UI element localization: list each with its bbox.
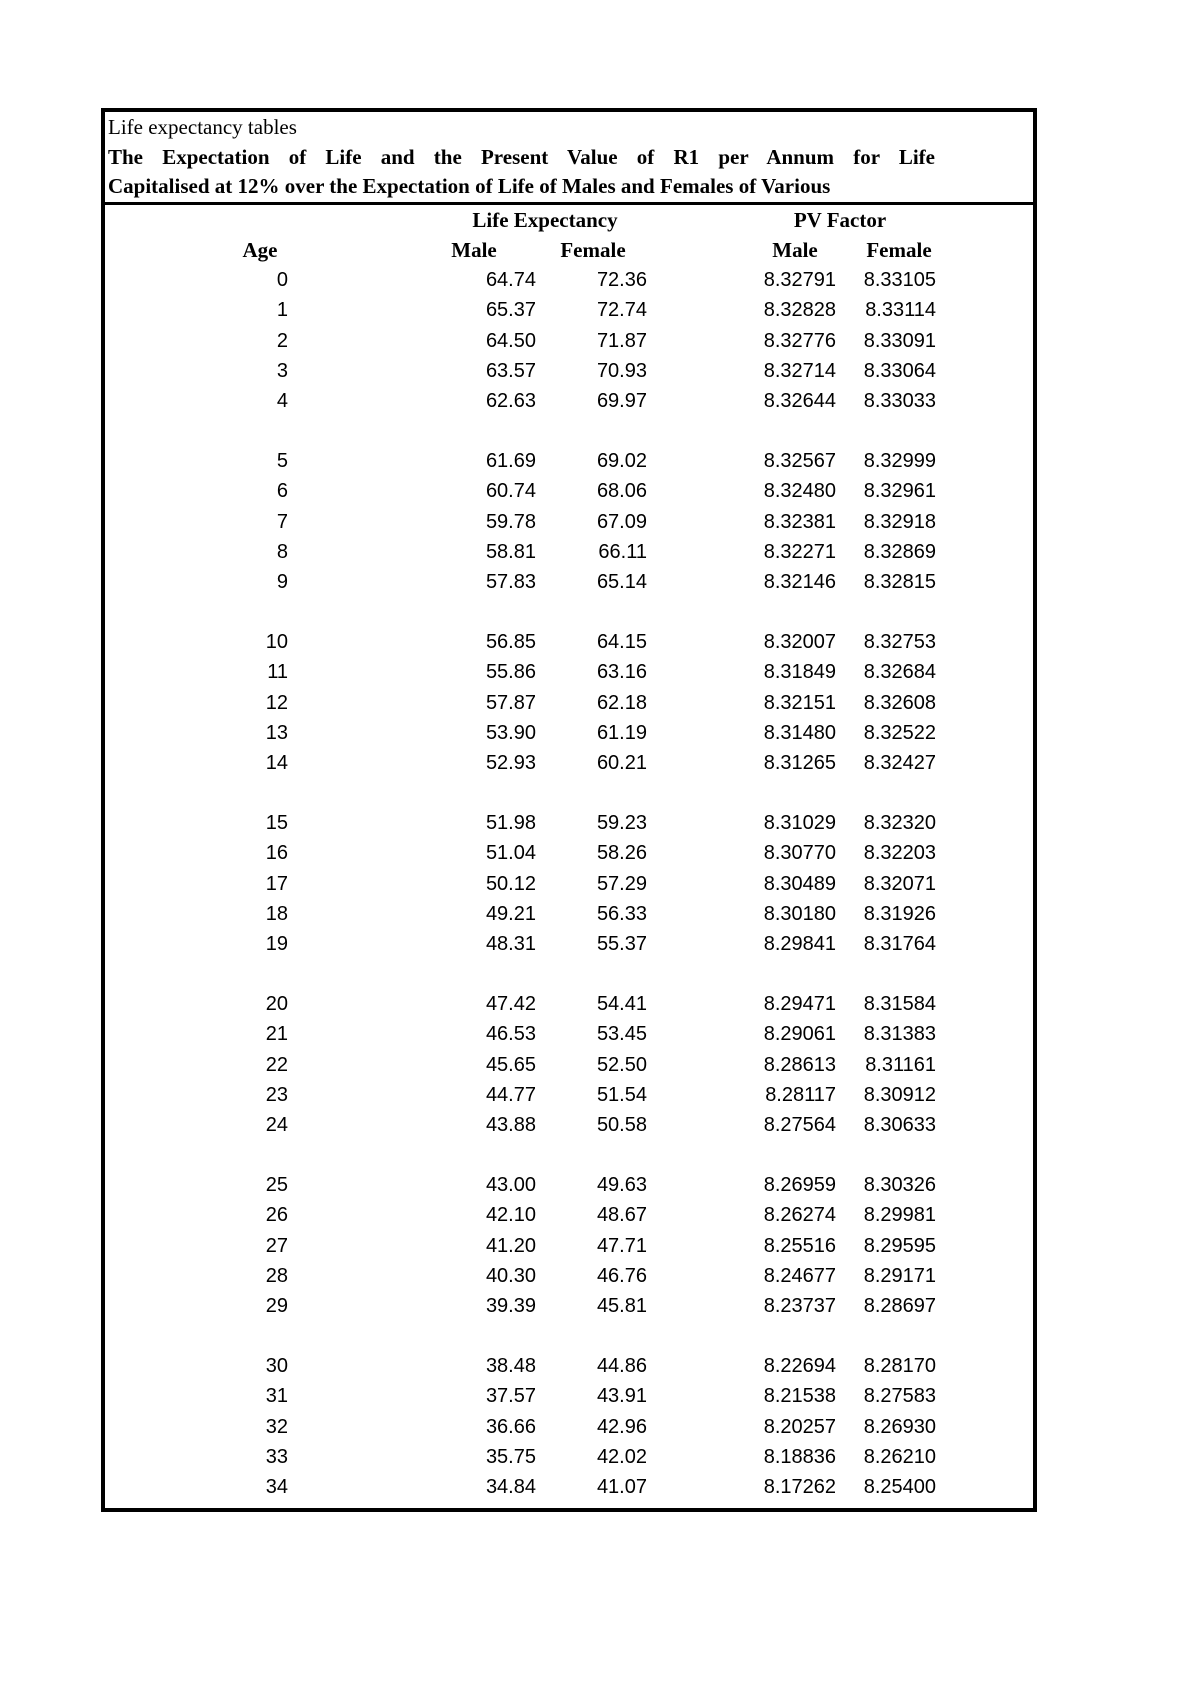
table-row	[105, 265, 1033, 295]
life-male-cell: 51.04	[485, 842, 536, 865]
life-male-cell: 40.30	[485, 1264, 536, 1287]
pv-female-cell: 8.33091	[863, 329, 936, 352]
table-row	[105, 899, 1033, 929]
table-row	[105, 1200, 1033, 1230]
pv-female-cell: 8.26210	[863, 1445, 936, 1468]
table-row	[105, 476, 1033, 506]
pv-male-cell: 8.32007	[763, 631, 836, 654]
life-male-cell: 56.85	[485, 631, 536, 654]
pv-male-cell: 8.29061	[763, 1023, 836, 1046]
pv-male-cell: 8.30180	[763, 902, 836, 925]
table-row	[105, 748, 1033, 778]
life-male-cell: 57.87	[485, 691, 536, 714]
table-row	[105, 627, 1033, 657]
pv-female-cell: 8.32999	[863, 450, 936, 473]
pv-female-column-header: Female	[866, 237, 932, 262]
life-female-cell: 63.16	[596, 661, 647, 684]
life-female-cell: 72.36	[596, 269, 647, 292]
life-female-cell: 52.50	[596, 1053, 647, 1076]
pv-female-cell: 8.32522	[863, 721, 936, 744]
life-male-cell: 45.65	[485, 1053, 536, 1076]
pv-female-cell: 8.32869	[863, 540, 936, 563]
age-cell: 29	[265, 1295, 288, 1318]
pv-male-cell: 8.32644	[763, 390, 836, 413]
age-cell: 27	[265, 1234, 288, 1257]
table-row	[105, 1412, 1033, 1442]
pv-male-cell: 8.28613	[763, 1053, 836, 1076]
age-cell: 1	[276, 299, 288, 322]
life-male-cell: 42.10	[485, 1204, 536, 1227]
age-cell: 2	[276, 329, 288, 352]
life-male-cell: 49.21	[485, 902, 536, 925]
life-female-cell: 53.45	[596, 1023, 647, 1046]
life-male-column-header: Male	[451, 237, 497, 262]
pv-male-cell: 8.31265	[763, 752, 836, 775]
life-male-cell: 43.00	[485, 1174, 536, 1197]
table-row	[105, 929, 1033, 959]
pv-female-cell: 8.32684	[863, 661, 936, 684]
pv-male-cell: 8.26274	[763, 1204, 836, 1227]
pv-male-cell: 8.31480	[763, 721, 836, 744]
age-cell: 21	[265, 1023, 288, 1046]
pv-female-cell: 8.32961	[863, 480, 936, 503]
pv-female-cell: 8.32320	[863, 812, 936, 835]
life-female-cell: 54.41	[596, 993, 647, 1016]
pv-female-cell: 8.30912	[863, 1083, 936, 1106]
pv-female-cell: 8.32753	[863, 631, 936, 654]
life-male-cell: 52.93	[485, 752, 536, 775]
life-male-cell: 50.12	[485, 872, 536, 895]
life-expectancy-table	[101, 108, 1037, 1512]
pv-male-cell: 8.29841	[763, 933, 836, 956]
age-cell: 30	[265, 1355, 288, 1377]
life-female-cell: 48.67	[596, 1204, 647, 1227]
life-male-cell: 39.39	[485, 1295, 536, 1318]
pv-male-cell: 8.32146	[763, 571, 836, 594]
table-row	[105, 295, 1033, 325]
pv-female-cell: 8.33033	[863, 390, 936, 413]
life-female-cell: 60.21	[596, 752, 647, 775]
table-row	[105, 507, 1033, 537]
pv-male-cell: 8.31029	[763, 812, 836, 835]
life-male-cell: 35.75	[485, 1445, 536, 1468]
table-row	[105, 989, 1033, 1019]
life-female-cell: 69.97	[596, 390, 647, 413]
pv-female-cell: 8.29981	[863, 1204, 936, 1227]
pv-male-cell: 8.30489	[763, 872, 836, 895]
age-cell: 32	[265, 1415, 288, 1438]
life-male-cell: 34.84	[485, 1476, 536, 1499]
age-cell: 17	[265, 872, 288, 895]
row-spacer	[105, 960, 1033, 990]
pv-female-cell: 8.32071	[863, 872, 936, 895]
pv-male-cell: 8.32791	[763, 269, 836, 292]
row-spacer	[105, 779, 1033, 809]
life-female-cell: 56.33	[596, 902, 647, 925]
life-male-cell: 41.20	[485, 1234, 536, 1257]
life-male-cell: 61.69	[485, 450, 536, 473]
pv-female-cell: 8.32815	[863, 571, 936, 594]
life-female-cell: 62.18	[596, 691, 647, 714]
table-row	[105, 869, 1033, 899]
life-female-cell: 46.76	[596, 1264, 647, 1287]
table-row	[105, 1442, 1033, 1472]
table-subtitle-line-1: The Expectation of Life and the Present Value of R1 per Annum for Life	[108, 144, 935, 169]
table-row	[105, 1261, 1033, 1291]
pv-male-cell: 8.22694	[763, 1355, 836, 1377]
table-row	[105, 688, 1033, 718]
table-title: Life expectancy tables	[108, 115, 297, 139]
table-row	[105, 446, 1033, 476]
age-cell: 8	[276, 540, 288, 563]
life-female-cell: 58.26	[596, 842, 647, 865]
life-male-cell: 53.90	[485, 721, 536, 744]
life-female-cell: 42.96	[596, 1415, 647, 1438]
life-female-cell: 43.91	[596, 1385, 647, 1408]
life-female-cell: 49.63	[596, 1174, 647, 1197]
row-spacer	[105, 1141, 1033, 1171]
life-female-cell: 45.81	[596, 1295, 647, 1318]
pv-female-cell: 8.33064	[863, 359, 936, 382]
pv-female-cell: 8.31764	[863, 933, 936, 956]
age-cell: 12	[265, 691, 288, 714]
age-cell: 16	[265, 842, 288, 865]
pv-male-cell: 8.17262	[763, 1476, 836, 1499]
pv-male-cell: 8.18836	[763, 1445, 836, 1468]
life-male-cell: 62.63	[485, 390, 536, 413]
life-female-cell: 69.02	[596, 450, 647, 473]
age-cell: 15	[265, 812, 288, 835]
age-cell: 26	[265, 1204, 288, 1227]
age-cell: 0	[276, 269, 288, 292]
life-female-cell: 66.11	[598, 540, 647, 563]
life-male-cell: 64.74	[485, 269, 536, 292]
life-male-cell: 36.66	[485, 1415, 536, 1438]
life-female-cell: 44.86	[596, 1355, 647, 1377]
pv-male-cell: 8.32381	[763, 510, 836, 533]
pv-female-cell: 8.33105	[863, 269, 936, 292]
life-female-cell: 61.19	[596, 721, 647, 744]
life-female-cell: 42.02	[596, 1445, 647, 1468]
life-expectancy-group-header: Life Expectancy	[472, 207, 618, 232]
table-row	[105, 1472, 1033, 1502]
age-cell: 24	[265, 1114, 288, 1137]
age-cell: 11	[267, 661, 288, 684]
life-female-cell: 41.07	[596, 1476, 647, 1499]
age-cell: 4	[276, 390, 288, 413]
life-male-cell: 47.42	[485, 993, 536, 1016]
table-row	[105, 1291, 1033, 1321]
pv-female-cell: 8.32608	[863, 691, 936, 714]
life-female-cell: 57.29	[596, 872, 647, 895]
life-male-cell: 59.78	[485, 510, 536, 533]
pv-female-cell: 8.32918	[863, 510, 936, 533]
group-header-row	[105, 205, 1033, 235]
pv-female-cell: 8.26930	[863, 1415, 936, 1438]
age-cell: 18	[265, 902, 288, 925]
row-spacer	[105, 1322, 1033, 1352]
pv-male-cell: 8.25516	[763, 1234, 836, 1257]
table-row	[105, 537, 1033, 567]
pv-male-cell: 8.32480	[763, 480, 836, 503]
pv-factor-group-header: PV Factor	[793, 207, 887, 232]
table-row	[105, 718, 1033, 748]
table-row	[105, 567, 1033, 597]
age-cell: 7	[276, 510, 288, 533]
life-male-cell: 57.83	[485, 571, 536, 594]
life-female-cell: 71.87	[596, 329, 647, 352]
life-female-column-header: Female	[560, 237, 626, 262]
table-row	[105, 386, 1033, 416]
column-header-row	[105, 235, 1033, 265]
life-male-cell: 58.81	[485, 540, 536, 563]
age-cell: 19	[265, 933, 288, 956]
table-row	[105, 1381, 1033, 1411]
pv-female-cell: 8.30326	[863, 1174, 936, 1197]
pv-female-cell: 8.31926	[863, 902, 936, 925]
table-row	[105, 1080, 1033, 1110]
table-row	[105, 1110, 1033, 1140]
pv-male-cell: 8.30770	[763, 842, 836, 865]
life-male-cell: 51.98	[485, 812, 536, 835]
pv-male-cell: 8.20257	[763, 1415, 836, 1438]
life-male-cell: 60.74	[485, 480, 536, 503]
table-subtitle-line-2: Capitalised at 12% over the Expectation of Life of Males and Females of Various	[108, 174, 831, 198]
pv-male-cell: 8.31849	[763, 661, 836, 684]
life-female-cell: 65.14	[596, 571, 647, 594]
pv-male-cell: 8.26959	[763, 1174, 836, 1197]
life-male-cell: 37.57	[485, 1385, 536, 1408]
table-body	[105, 205, 1033, 1509]
life-female-cell: 72.74	[596, 299, 647, 322]
pv-male-cell: 8.32776	[763, 329, 836, 352]
pv-male-cell: 8.23737	[763, 1295, 836, 1318]
pv-male-cell: 8.32714	[763, 359, 836, 382]
age-cell: 9	[276, 571, 288, 594]
life-male-cell: 65.37	[485, 299, 536, 322]
pv-male-cell: 8.24677	[763, 1264, 836, 1287]
age-cell: 10	[265, 631, 288, 654]
table-row	[105, 1019, 1033, 1049]
pv-female-cell: 8.32427	[863, 752, 936, 775]
table-row	[105, 657, 1033, 687]
row-spacer	[105, 598, 1033, 628]
pv-male-cell: 8.32828	[763, 299, 836, 322]
age-cell: 23	[265, 1083, 288, 1106]
table-row	[105, 1050, 1033, 1080]
pv-female-cell: 8.29595	[863, 1234, 936, 1257]
age-cell: 3	[276, 359, 288, 382]
age-cell: 6	[276, 480, 288, 503]
pv-female-cell: 8.28697	[863, 1295, 936, 1318]
life-female-cell: 47.71	[596, 1234, 647, 1257]
age-cell: 5	[276, 450, 288, 473]
age-cell: 20	[265, 993, 288, 1016]
pv-male-cell: 8.32271	[763, 540, 836, 563]
table-header	[105, 112, 1033, 205]
age-column-header: Age	[242, 237, 278, 262]
life-female-cell: 64.15	[596, 631, 647, 654]
age-cell: 31	[265, 1385, 288, 1408]
age-cell: 28	[265, 1264, 288, 1287]
age-cell: 33	[265, 1445, 288, 1468]
life-male-cell: 63.57	[485, 359, 536, 382]
pv-female-cell: 8.27583	[863, 1385, 936, 1408]
row-spacer	[105, 417, 1033, 447]
pv-female-cell: 8.30633	[863, 1114, 936, 1137]
pv-male-cell: 8.28117	[765, 1083, 836, 1106]
pv-male-cell: 8.29471	[763, 993, 836, 1016]
table-row	[105, 1351, 1033, 1381]
table-row	[105, 326, 1033, 356]
life-female-cell: 70.93	[596, 359, 647, 382]
life-female-cell: 59.23	[596, 812, 647, 835]
pv-male-cell: 8.32151	[763, 691, 836, 714]
life-female-cell: 67.09	[596, 510, 647, 533]
life-male-cell: 48.31	[485, 933, 536, 956]
age-cell: 22	[265, 1053, 288, 1076]
pv-male-cell: 8.32567	[763, 450, 836, 473]
age-cell: 25	[265, 1174, 288, 1197]
pv-male-cell: 8.27564	[763, 1114, 836, 1137]
life-female-cell: 55.37	[596, 933, 647, 956]
pv-female-cell: 8.32203	[863, 842, 936, 865]
life-male-cell: 46.53	[485, 1023, 536, 1046]
pv-female-cell: 8.28170	[863, 1355, 936, 1377]
pv-female-cell: 8.31161	[865, 1053, 936, 1076]
life-male-cell: 64.50	[485, 329, 536, 352]
life-female-cell: 50.58	[596, 1114, 647, 1137]
life-female-cell: 68.06	[596, 480, 647, 503]
life-male-cell: 44.77	[485, 1083, 536, 1106]
age-cell: 13	[265, 721, 288, 744]
pv-female-cell: 8.33114	[865, 299, 936, 322]
age-cell: 14	[265, 752, 288, 775]
table-row	[105, 838, 1033, 868]
table-row	[105, 356, 1033, 386]
pv-female-cell: 8.31584	[863, 993, 936, 1016]
life-male-cell: 55.86	[485, 661, 536, 684]
pv-female-cell: 8.25400	[863, 1476, 936, 1499]
pv-male-cell: 8.21538	[763, 1385, 836, 1408]
table-row	[105, 1170, 1033, 1200]
pv-female-cell: 8.29171	[863, 1264, 936, 1287]
table-row	[105, 1231, 1033, 1261]
pv-female-cell: 8.31383	[863, 1023, 936, 1046]
age-cell: 34	[265, 1476, 288, 1499]
table-row	[105, 808, 1033, 838]
pv-male-column-header: Male	[772, 237, 818, 262]
life-male-cell: 43.88	[485, 1114, 536, 1137]
life-male-cell: 38.48	[485, 1355, 536, 1377]
life-female-cell: 51.54	[596, 1083, 647, 1106]
